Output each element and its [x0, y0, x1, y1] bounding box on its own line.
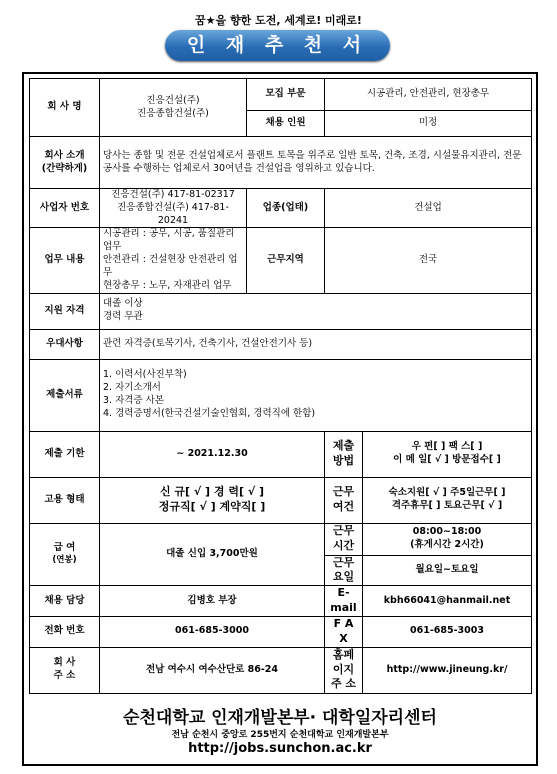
recruit-dept-value: 시공관리, 안전관리, 현장총무 [325, 79, 532, 111]
recommendation-form-table [29, 78, 532, 694]
fax-label: F A X [325, 616, 363, 647]
method-value: 우 편[ ] 팩 스[ ] 이 메 일[ √ ] 방문접수[ ] [363, 431, 532, 477]
email-value: kbh66041@hanmail.net [363, 586, 532, 617]
tagline: 꿈★을 향한 도전, 세계로! 미래로! [195, 14, 362, 27]
addr-value: 전남 여수시 여수산단로 86-24 [100, 647, 325, 693]
footer-url[interactable]: http://jobs.sunchon.ac.kr [188, 741, 372, 756]
pay-value: 대졸 신입 3,700만원 [100, 523, 325, 586]
industry-label: 업종(업태) [247, 189, 325, 228]
duty-label: 업무 내용 [30, 228, 100, 293]
days-value: 월요일~토요일 [363, 555, 532, 586]
deadline-label: 제출 기한 [30, 431, 100, 477]
hours-value: 08:00~18:00 (휴게시간 2시간) [363, 523, 532, 555]
region-label: 근무지역 [247, 228, 325, 293]
bizno-label: 사업자 번호 [30, 189, 100, 228]
manager-value: 김병호 부장 [100, 586, 325, 617]
footer-address: 전남 순천시 중앙로 255번지 순천대학교 인재개발본부 [171, 730, 389, 740]
title-banner: 인 재 추 천 서 [165, 30, 390, 61]
company-name-value: 진응건설(주) 진응종합건설(주) [100, 79, 247, 137]
emp-value: 신 규[ √ ] 경 력[ √ ] 정규직[ √ ] 계약직[ ] [100, 477, 325, 523]
emp-label: 고용 형태 [30, 477, 100, 523]
email-label: E-mail [325, 586, 363, 617]
phone-label: 전화 번호 [30, 616, 100, 647]
company-name-label: 회 사 명 [30, 79, 100, 137]
deadline-value: ~ 2021.12.30 [100, 431, 325, 477]
cond-label: 근무 여건 [325, 477, 363, 523]
days-label: 근무 요일 [325, 555, 363, 586]
pref-value: 관련 자격증(토목기사, 건축기사, 건설안전기사 등) [100, 329, 532, 359]
pref-label: 우대사항 [30, 329, 100, 359]
fax-value: 061-685-3003 [363, 616, 532, 647]
hire-count-label: 채용 인원 [247, 111, 325, 137]
industry-value: 건설업 [325, 189, 532, 228]
qual-value: 대졸 이상 경력 무관 [100, 293, 532, 329]
homepage-value[interactable]: http://www.jineung.kr/ [363, 647, 532, 693]
docs-value: 1. 이력서(사진부착) 2. 자기소개서 3. 자격증 사본 4. 경력증명서(한국건설기술인협회, 경력직에 한함) [100, 359, 532, 431]
duty-value: 시공관리 : 공무, 시공, 품질관리 업무 안전관리 : 건설현장 안전관리 업무 현장총무 : 노무, 자재관리 업무 [100, 228, 247, 293]
phone-value: 061-685-3000 [100, 616, 325, 647]
intro-label: 회사 소개 (간략하게) [30, 137, 100, 189]
method-label: 제출 방법 [325, 431, 363, 477]
manager-label: 채용 담당 [30, 586, 100, 617]
footer-org: 순천대학교 인재개발본부· 대학일자리센터 [123, 708, 437, 728]
recruit-dept-label: 모집 부문 [247, 79, 325, 111]
hire-count-value: 미정 [325, 111, 532, 137]
qual-label: 지원 자격 [30, 293, 100, 329]
pay-label: 급 여 (연봉) [30, 523, 100, 586]
region-value: 전국 [325, 228, 532, 293]
bizno-value: 진응건설(주) 417-81-02317 진응종합건설(주) 417-81-20241 [100, 189, 247, 228]
addr-label: 회 사 주 소 [30, 647, 100, 693]
hours-label: 근무 시간 [325, 523, 363, 555]
docs-label: 제출서류 [30, 359, 100, 431]
cond-value: 숙소지원[ √ ] 주5일근무[ ] 격주휴무[ ] 토요근무[ √ ] [363, 477, 532, 523]
intro-value: 당사는 종합 및 전문 건설업체로서 플랜트 토목을 위주로 일반 토목, 건축, 조경, 시설물유지관리, 전문공사를 수행하는 업체로서 30여년을 건설업을 영위하고 있습니다. [100, 137, 532, 189]
homepage-label: 홈페이지 주 소 [325, 647, 363, 693]
